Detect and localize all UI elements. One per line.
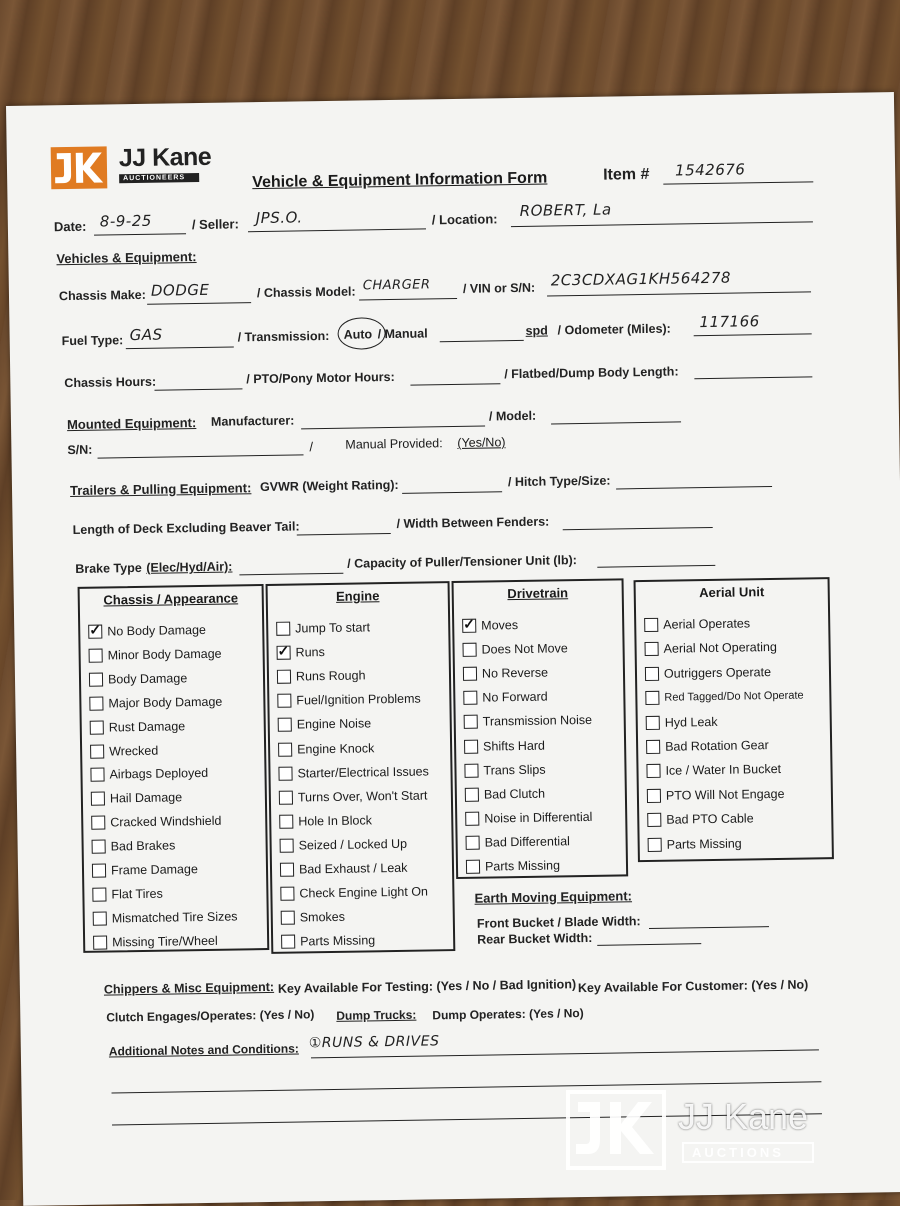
checkbox[interactable] (278, 718, 292, 732)
gvwr-label: GVWR (Weight Rating): (259, 477, 399, 495)
checkbox-label: Does Not Move (481, 641, 568, 657)
item-value[interactable]: 1542676 (674, 160, 746, 180)
checkbox-label: Fuel/Ignition Problems (296, 691, 421, 708)
checkbox[interactable] (90, 768, 104, 782)
aerial-checklist-item[interactable] (647, 785, 785, 805)
notes-label: Additional Notes and Conditions: (108, 1041, 299, 1059)
checkbox-label: Outriggers Operate (663, 664, 772, 681)
checkbox-label: Bad Exhaust / Leak (298, 860, 408, 877)
mounted-title: Mounted Equipment: (66, 415, 197, 433)
chassis-checklist-item[interactable] (92, 837, 176, 856)
chassis-model-value[interactable]: CHARGER (362, 277, 431, 294)
engine-checklist-item[interactable] (278, 762, 429, 782)
aerial-checklist-item[interactable] (648, 834, 742, 853)
location-label: / Location: (431, 211, 498, 228)
checkbox[interactable] (465, 811, 479, 825)
checkbox[interactable] (90, 720, 104, 734)
key-testing-label: Key Available For Testing: (Yes / No / Bad Ignition) (277, 977, 577, 996)
fuel-type-value[interactable]: GAS (129, 325, 163, 345)
checkbox[interactable] (90, 744, 104, 758)
checkbox-label: Parts Missing (666, 836, 742, 852)
checkbox[interactable] (646, 764, 660, 778)
drivetrain-checklist-item[interactable] (464, 711, 593, 731)
trans-manual[interactable]: / Manual (377, 326, 428, 342)
checkbox-label: Turns Over, Won't Start (297, 788, 428, 805)
checkbox[interactable] (647, 789, 661, 803)
logo-name: JJ Kane (118, 142, 212, 173)
checkbox-label: Rust Damage (108, 718, 186, 735)
checkbox-label: Wrecked (109, 743, 159, 758)
checkbox-label: Moves (481, 618, 519, 633)
checkbox-label: Aerial Not Operating (663, 640, 777, 657)
trailers-title: Trailers & Pulling Equipment: (69, 480, 252, 499)
checkbox[interactable] (645, 691, 659, 705)
brake-type-options[interactable]: (Elec/Hyd/Air): (146, 559, 233, 575)
odometer-label: / Odometer (Miles): (557, 321, 671, 338)
location-value[interactable]: ROBERT, La (519, 200, 612, 220)
checkbox[interactable] (644, 618, 658, 632)
item-line (663, 181, 813, 184)
checkbox[interactable] (466, 836, 480, 850)
checkbox-label: Starter/Electrical Issues (297, 764, 429, 781)
aerial-checklist-item[interactable] (647, 810, 754, 830)
date-label: Date: (53, 218, 87, 235)
checkbox-label: PTO Will Not Engage (665, 786, 785, 803)
aerial-checklist-item[interactable] (645, 687, 803, 707)
chassis-checklist-item[interactable] (89, 645, 222, 665)
engine-checklist-item[interactable] (278, 715, 372, 734)
checkbox-label: Hole In Block (298, 813, 373, 829)
chassis-checklist-item[interactable] (91, 812, 221, 832)
hitch-label: / Hitch Type/Size: (507, 473, 611, 490)
checkbox[interactable] (466, 860, 480, 874)
checkbox-label: Smokes (299, 909, 346, 925)
engine-checklist-item[interactable] (281, 932, 375, 951)
aerial-unit-title: Aerial Unit (699, 584, 765, 601)
rear-bucket-label: Rear Bucket Width: (477, 930, 593, 947)
drivetrain-checklist-item[interactable] (465, 808, 592, 828)
checkbox[interactable] (465, 787, 479, 801)
chassis-make-label: Chassis Make: (58, 287, 146, 304)
checkbox[interactable] (646, 715, 660, 729)
drivetrain-checklist-item[interactable] (464, 760, 545, 779)
checkbox-label: Airbags Deployed (109, 766, 209, 782)
checkbox-label: Bad Brakes (110, 838, 176, 854)
capacity-label: / Capacity of Puller/Tensioner Unit (lb): (347, 553, 577, 571)
front-bucket-label: Front Bucket / Blade Width: (476, 914, 641, 931)
checkbox[interactable] (281, 911, 295, 925)
aerial-checklist-item[interactable] (644, 638, 777, 658)
engine-box (266, 581, 456, 954)
checkbox-label: Aerial Operates (663, 616, 751, 632)
date-value[interactable]: 8-9-25 (99, 211, 152, 231)
chassis-appearance-title: Chassis / Appearance (103, 590, 239, 608)
checkbox-label: Mismatched Tire Sizes (111, 909, 238, 926)
checkbox[interactable] (277, 670, 291, 684)
chassis-checklist-item[interactable] (91, 789, 183, 808)
checkbox-label: Parts Missing (484, 858, 561, 874)
engine-checklist-item[interactable] (280, 835, 408, 855)
checkbox[interactable] (280, 838, 294, 852)
checkbox-label: Trans Slips (483, 762, 546, 778)
chassis-checklist-item[interactable] (93, 931, 218, 951)
checkbox[interactable] (92, 864, 106, 878)
checkbox-label: Runs (295, 645, 325, 660)
chassis-appearance-box (78, 584, 270, 953)
seller-label: / Seller: (191, 216, 239, 233)
chippers-title: Chippers & Misc Equipment: (103, 979, 275, 997)
odometer-value[interactable]: 117166 (699, 312, 760, 332)
flatbed-label: / Flatbed/Dump Body Length: (504, 364, 679, 382)
drivetrain-checklist-item[interactable] (465, 784, 545, 803)
checkbox[interactable] (89, 648, 103, 662)
checkbox-label: Transmission Noise (482, 713, 593, 729)
fuel-type-label: Fuel Type: (61, 333, 124, 349)
notes-line-2[interactable] (112, 1081, 822, 1093)
clutch-label: Clutch Engages/Operates: (Yes / No) (106, 1007, 315, 1025)
checkbox-label: Ice / Water In Bucket (665, 762, 782, 779)
dump-operates-label: Dump Operates: (Yes / No) (432, 1006, 584, 1023)
checkbox[interactable] (645, 667, 659, 681)
checkbox[interactable] (93, 911, 107, 925)
checkbox-label: Parts Missing (300, 933, 376, 949)
form-paper: JJ Kane AUCTIONEERS Vehicle & Equipment Information Form Item # 1542676 Date: 8-9-25 / Seller: JPS.O. / Location: ROBERT, La Vehicles & Equipment: Chassis Make: DODGE / Chassis Model: CHARGER / VIN or S/N: 2C3CDXAG1KH564278 Fuel Type: GAS / Transmission: Auto / Manual spd / Odometer (Miles): 117166 Chassis Hours: / PTO/Pony Motor Hours: / Flatbed/Dump Body Length: Mounted Equipment: Manufacturer: / Model: S/N: / Manual Provided: (Yes/No) Trailers & Pulling Equipment: GVWR (Weight Rating): / Hitch Type/Size: Length of Deck Excluding Beaver Tail: / Width Between Fenders: Brake Type (Elec/Hyd/Air): / Capacity of Puller/Tensioner Unit (lb): Chassis / Appearance ✓ No Body Damage Minor Body Damage Body Damage Major Body Damage Rust Damage Wrecked Airbags Deployed Hail Damage Cracked Windshield Bad Brakes Frame Damage Flat Tires Mismatched Tire Sizes Missing Tire/Wheel Engine Jump To start ✓ Runs Runs Rough Fuel/Ignition Problems Engine Noise Engine Knock Starter/Electrical Issues Turns Over, Won't Start Hole In Block Seized / Locked Up Bad Exhaust / Leak Check Engine Light On Smokes Parts Missing Drivetrain ✓ Moves Does Not Move No Reverse No Forward Transmission Noise Shifts Hard Trans Slips Bad Clutch Noise in Differential Bad Differential Parts Missing Aerial Unit Aerial Operates Aerial Not Operating Outriggers Operate Red Tagged/Do Not Operate Hyd Leak Bad Rotation Gear Ice / Water In Bucket PTO Will Not Engage Bad PTO Cable Parts Missing Earth Moving Equipment: Front Bucket / Blade Width: Rear Bucket Width: Chippers & Misc Equipment: Key Available For Testing: (Yes / No / Bad Ignition) Key Available For Customer: (Yes / No) Clutch Engages/Operates: (Yes / No) Dump Trucks: Dump Operates: (Yes / No) Additional Notes and Conditions: ①RUNS & DRIVES (6, 92, 900, 1206)
trans-auto[interactable]: Auto (343, 327, 373, 342)
checkbox[interactable] (281, 935, 295, 949)
engine-checklist-item[interactable] (280, 883, 428, 903)
engine-title: Engine (335, 588, 380, 604)
chassis-make-value[interactable]: DODGE (150, 280, 210, 300)
checkbox[interactable] (280, 863, 294, 877)
checkbox[interactable] (278, 742, 292, 756)
jj-kane-watermark-logo-icon (566, 1090, 666, 1170)
chassis-model-label: / Chassis Model: (256, 284, 356, 301)
chassis-checklist-item[interactable] (90, 764, 208, 784)
checkbox-label: Major Body Damage (108, 694, 223, 711)
vin-label: / VIN or S/N: (462, 280, 536, 296)
drivetrain-checklist-item[interactable] (465, 832, 570, 852)
chassis-hours-label: Chassis Hours: (64, 374, 157, 391)
checkbox[interactable] (276, 622, 290, 636)
logo-sub: AUCTIONEERS (119, 173, 199, 183)
checkbox-label: Hail Damage (109, 790, 183, 806)
checkbox-label: No Forward (482, 689, 548, 705)
drivetrain-checklist-item[interactable] (464, 736, 545, 755)
checkbox-label: Frame Damage (110, 862, 198, 878)
checkbox-label: Check Engine Light On (299, 884, 429, 901)
aerial-checklist-item[interactable] (646, 736, 769, 756)
jj-kane-auctions-watermark (566, 1090, 809, 1175)
notes-value[interactable]: ①RUNS & DRIVES (308, 1033, 440, 1052)
checkbox-label: Jump To start (295, 620, 371, 636)
checkbox[interactable] (277, 646, 291, 660)
deck-length-label: Length of Deck Excluding Beaver Tail: (72, 519, 300, 538)
manual-provided-label: Manual Provided: (345, 436, 443, 452)
checkbox[interactable] (279, 814, 293, 828)
item-label: Item # (603, 165, 650, 184)
chassis-checklist-item[interactable] (90, 741, 158, 760)
checkbox[interactable] (89, 696, 103, 710)
checkbox-label: Runs Rough (295, 668, 366, 684)
drivetrain-checklist-item[interactable] (462, 639, 567, 659)
aerial-unit-box (634, 577, 834, 862)
checkbox[interactable] (280, 887, 294, 901)
checkbox[interactable] (464, 715, 478, 729)
manufacturer-label: Manufacturer: (210, 413, 295, 429)
engine-checklist-item[interactable] (279, 786, 428, 806)
checkbox-label: Body Damage (107, 671, 188, 687)
checkbox[interactable] (88, 625, 102, 639)
sn-label: S/N: (67, 442, 93, 458)
checkbox[interactable] (92, 840, 106, 854)
checkbox-label: Bad Differential (484, 834, 570, 850)
checkbox-label: Cracked Windshield (110, 813, 222, 830)
aerial-checklist-item[interactable] (646, 760, 781, 780)
checkbox[interactable] (91, 792, 105, 806)
checkbox[interactable] (464, 763, 478, 777)
checkbox[interactable] (277, 694, 291, 708)
manual-provided-options[interactable]: (Yes/No) (457, 435, 506, 450)
chassis-checklist-item[interactable] (93, 907, 238, 927)
drivetrain-title: Drivetrain (507, 585, 569, 602)
checkbox[interactable] (89, 672, 103, 686)
checkbox-label: Hyd Leak (664, 714, 718, 730)
engine-checklist-item[interactable] (280, 859, 408, 879)
checkbox[interactable] (462, 643, 476, 657)
checkbox-label: Engine Knock (297, 740, 375, 757)
earth-moving-title: Earth Moving Equipment: (474, 888, 633, 906)
brake-type-label: Brake Type (75, 560, 142, 576)
section-vehicles: Vehicles & Equipment: (56, 249, 197, 267)
checkbox[interactable] (464, 739, 478, 753)
checkbox-label: Seized / Locked Up (298, 836, 408, 853)
checkbox[interactable] (645, 642, 659, 656)
chassis-checklist-item[interactable] (90, 717, 186, 736)
checkbox[interactable] (646, 740, 660, 754)
checkbox[interactable] (647, 813, 661, 827)
spd-label: spd (525, 323, 548, 338)
engine-checklist-item[interactable] (278, 739, 374, 759)
drivetrain-checklist-item[interactable] (463, 664, 548, 683)
checkbox-label: Flat Tires (111, 886, 163, 902)
checkbox[interactable] (279, 790, 293, 804)
watermark-name: JJ Kane (678, 1096, 809, 1137)
checkbox-label: No Body Damage (107, 622, 207, 639)
checkbox[interactable] (648, 837, 662, 851)
checkbox-label: Shifts Hard (483, 738, 546, 754)
aerial-checklist-item[interactable] (644, 614, 750, 634)
pto-hours-label: / PTO/Pony Motor Hours: (246, 369, 395, 387)
checkbox[interactable] (91, 816, 105, 830)
engine-checklist-item[interactable] (276, 643, 324, 662)
seller-value[interactable]: JPS.O. (255, 208, 303, 228)
checkbox-label: No Reverse (481, 665, 549, 681)
checkbox[interactable] (462, 619, 476, 633)
jj-kane-logo-icon (49, 144, 110, 191)
checkbox-label: Engine Noise (296, 716, 372, 732)
checkbox[interactable] (278, 766, 292, 780)
chassis-checklist-item[interactable] (89, 669, 187, 689)
model-label: / Model: (488, 408, 537, 424)
engine-checklist-item[interactable] (277, 667, 366, 686)
checkbox-label: Noise in Differential (484, 809, 593, 826)
chassis-checklist-item[interactable] (92, 885, 163, 904)
engine-checklist-item[interactable] (277, 690, 421, 710)
dump-trucks-title: Dump Trucks: (336, 1007, 417, 1023)
drivetrain-checklist-item[interactable] (463, 688, 548, 707)
aerial-checklist-item[interactable] (645, 663, 771, 683)
fender-width-label: / Width Between Fenders: (396, 514, 550, 531)
engine-checklist-item[interactable] (281, 908, 345, 927)
checkbox-label: Bad Clutch (483, 786, 546, 802)
transmission-label: / Transmission: (237, 328, 330, 345)
checkbox-label: Bad PTO Cable (666, 811, 754, 827)
checkbox-label: Bad Rotation Gear (665, 738, 769, 754)
aerial-checklist-item[interactable] (646, 712, 718, 731)
checkbox-label: Red Tagged/Do Not Operate (664, 689, 804, 704)
vin-value[interactable]: 2C3CDXAG1KH564278 (550, 268, 732, 290)
engine-checklist-item[interactable] (276, 618, 370, 637)
checkbox-label: Missing Tire/Wheel (112, 933, 218, 950)
drivetrain-checklist-item[interactable] (462, 616, 518, 635)
checkbox[interactable] (463, 667, 477, 681)
drivetrain-checklist-item[interactable] (466, 856, 560, 875)
checkbox[interactable] (93, 935, 107, 949)
chassis-checklist-item[interactable] (89, 692, 222, 712)
checkbox-label: Minor Body Damage (107, 646, 222, 663)
checkbox[interactable] (92, 887, 106, 901)
engine-checklist-item[interactable] (279, 811, 372, 830)
checkbox[interactable] (463, 691, 477, 705)
chassis-checklist-item[interactable] (88, 621, 206, 641)
chassis-checklist-item[interactable] (92, 860, 198, 880)
drivetrain-box (452, 578, 629, 879)
form-title: Vehicle & Equipment Information Form (252, 169, 548, 192)
key-customer-label: Key Available For Customer: (Yes / No) (577, 977, 809, 996)
watermark-sub: AUCTIONS (682, 1142, 814, 1163)
